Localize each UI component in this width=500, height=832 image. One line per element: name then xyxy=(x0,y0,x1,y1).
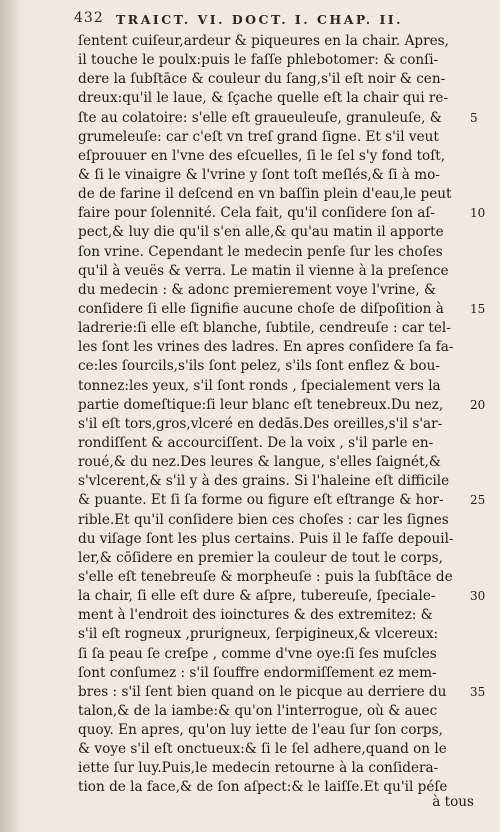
page-number: 432 xyxy=(74,10,104,26)
line-number: 35 xyxy=(470,684,486,699)
line-number: 20 xyxy=(470,397,486,412)
text-line xyxy=(78,434,478,453)
line-number: 10 xyxy=(470,206,486,221)
text-line xyxy=(78,51,478,70)
text-line xyxy=(78,32,478,51)
line-text: faire pour ſolennité. Cela fait, qu'il conſidere ſon aſ- xyxy=(78,205,436,222)
text-line xyxy=(78,511,478,530)
line-text: roué,& du nez.Des leures & langue, s'elles ſaignét,& xyxy=(78,454,441,471)
line-text: ler,& cōſidere en premier la couleur de tout le corps, xyxy=(78,549,443,566)
line-text: s'elle eſt tenebreuſe & morpheuſe : puis la ſubſtāce de xyxy=(78,568,453,585)
line-text: rible.Et qu'il conſidere bien ces choſes : car les ſignes xyxy=(78,511,449,528)
text-block xyxy=(78,32,486,798)
text-line xyxy=(78,319,478,338)
line-text: les ſont les vrines des ladres. En apres conſidere ſa fa- xyxy=(78,339,454,356)
line-text: ſont conſumez : s'il ſouffre endormiſſement ez mem- xyxy=(78,664,437,681)
line-text: ſentent cuiſeur,ardeur & piqueures en la chair. Apres, xyxy=(78,33,449,49)
text-line xyxy=(78,338,478,357)
text-line xyxy=(78,204,486,223)
text-line xyxy=(78,453,478,472)
line-text: la chair, ſi elle eſt dure & aſpre, tubereuſe, ſpeciale- xyxy=(78,588,436,605)
running-title: TRAICT. VI. DOCT. I. CHAP. II. xyxy=(116,12,403,27)
line-number: 5 xyxy=(470,110,478,125)
page-header xyxy=(74,10,460,32)
line-text: de de farine il deſcend en vn baſſin plein d'eau,le peut xyxy=(78,186,452,203)
text-line xyxy=(78,415,478,434)
line-text: qu'il à veuës & verra. Le matin il vienne à la preſence xyxy=(78,262,449,279)
text-line xyxy=(78,645,478,664)
line-number: 15 xyxy=(470,301,486,316)
line-text: dere la ſubſtāce & couleur du ſang,s'il eſt noir & cen- xyxy=(78,71,446,88)
text-line xyxy=(78,357,478,376)
line-text: ce:les ſourcils,s'ils ſont pelez, s'ils ſont enflez & bou- xyxy=(78,358,440,375)
line-text: conſidere ſi elle ſignifie aucune choſe de diſpoſition à xyxy=(78,300,444,317)
line-text: bres : s'il ſent bien quand on le picque au derriere du xyxy=(78,683,447,700)
line-text: iette ſur luy.Puis,le medecin retourne à la conſidera- xyxy=(78,760,439,777)
text-line xyxy=(78,223,478,242)
text-line xyxy=(78,300,486,319)
catchword: à tous xyxy=(432,794,474,810)
line-number: 30 xyxy=(470,589,486,604)
text-line xyxy=(78,702,478,721)
line-text: & puante. Et ſi ſa forme ou figure eſt eſtrange & hor- xyxy=(78,492,444,509)
text-line xyxy=(78,587,486,606)
text-line xyxy=(78,262,478,281)
text-line xyxy=(78,89,478,108)
text-line xyxy=(78,243,478,262)
line-text: talon,& de la iambe:& qu'on l'interrogue, où & auec xyxy=(78,702,438,719)
text-line xyxy=(78,70,478,89)
line-text: ment à l'endroit des ioinctures & des extremitez: & xyxy=(78,607,433,624)
text-line xyxy=(78,472,478,491)
line-text: dreux:qu'il le laue, & ſçache quelle eſt la chair qui re- xyxy=(78,90,449,107)
text-line xyxy=(78,721,478,740)
text-line xyxy=(78,549,478,568)
text-line xyxy=(78,606,478,625)
line-text: tion de la face,& de ſon aſpect:& le laiſſe.Et qu'il péſe xyxy=(78,779,448,796)
line-text: partie domeſtique:ſi leur blanc eſt tenebreux.Du nez, xyxy=(78,396,444,413)
line-text: & voye s'il eſt onctueux:& ſi le ſel adhere,quand on le xyxy=(78,741,447,758)
text-line xyxy=(78,625,478,644)
line-text: & ſi le vinaigre & l'vrine y ſont toſt meſlés,& ſi à mo- xyxy=(78,166,440,183)
line-text: tonnez:les yeux, s'il ſont ronds , ſpecialement vers la xyxy=(78,377,441,394)
text-line xyxy=(78,185,478,204)
line-text: ſte au colatoire: s'elle eſt graueuleuſe, granuleuſe, & xyxy=(78,109,442,126)
line-text: ſi ſa peau ſe creſpe , comme d'vne oye:ſi ſes muſcles xyxy=(78,645,437,662)
text-line xyxy=(78,740,478,759)
line-number: 25 xyxy=(470,493,486,508)
text-line xyxy=(78,396,486,415)
text-line xyxy=(78,377,478,396)
line-text: quoy. En apres, qu'on luy iette de l'eau ſur ſon corps, xyxy=(78,722,443,739)
text-line xyxy=(78,109,478,128)
line-text: il touche le poulx:puis le faſſe phlebotomer: & conſi- xyxy=(78,52,439,69)
text-line xyxy=(78,759,478,778)
line-text: rondiſſent & accourciſſent. De la voix , s'il parle en- xyxy=(78,434,434,451)
line-text: du viſage ſont les plus certains. Puis il le faſſe depouil- xyxy=(78,530,454,547)
line-text: ſon vrine. Cependant le medecin penſe ſur les choſes xyxy=(78,243,443,260)
line-text: pect,& luy die qu'il s'en alle,& qu'au matin il apporte xyxy=(78,224,444,241)
line-text: s'vlcerent,& s'il y à des grains. Si l'haleine eſt difficile xyxy=(78,473,450,490)
text-line xyxy=(78,166,478,185)
line-text: du medecin : & adonc premierement voye l'vrine, & xyxy=(78,281,437,298)
line-text: grumeleuſe: car c'eſt vn treſ grand ſigne. Et s'il veut xyxy=(78,128,439,145)
text-line xyxy=(78,147,478,166)
line-text: ladrerie:ſi elle eſt blanche, ſubtile, cendreuſe : car tel- xyxy=(78,320,451,337)
text-line xyxy=(78,530,478,549)
text-line xyxy=(78,281,478,300)
text-line xyxy=(78,491,486,510)
text-line xyxy=(78,683,486,702)
line-text: s'il eſt tors,gros,vlceré en dedās.Des oreilles,s'il s'ar- xyxy=(78,415,443,432)
text-line xyxy=(78,568,478,587)
line-text: eſprouuer en l'vne des eſcuelles, ſi le ſel s'y fond toſt, xyxy=(78,147,446,164)
text-line xyxy=(78,778,478,797)
line-text: s'il eſt rogneux ,prurigneux, ſerpigineux,& vlcereux: xyxy=(78,626,439,643)
text-line xyxy=(78,664,478,683)
text-line xyxy=(78,128,478,147)
